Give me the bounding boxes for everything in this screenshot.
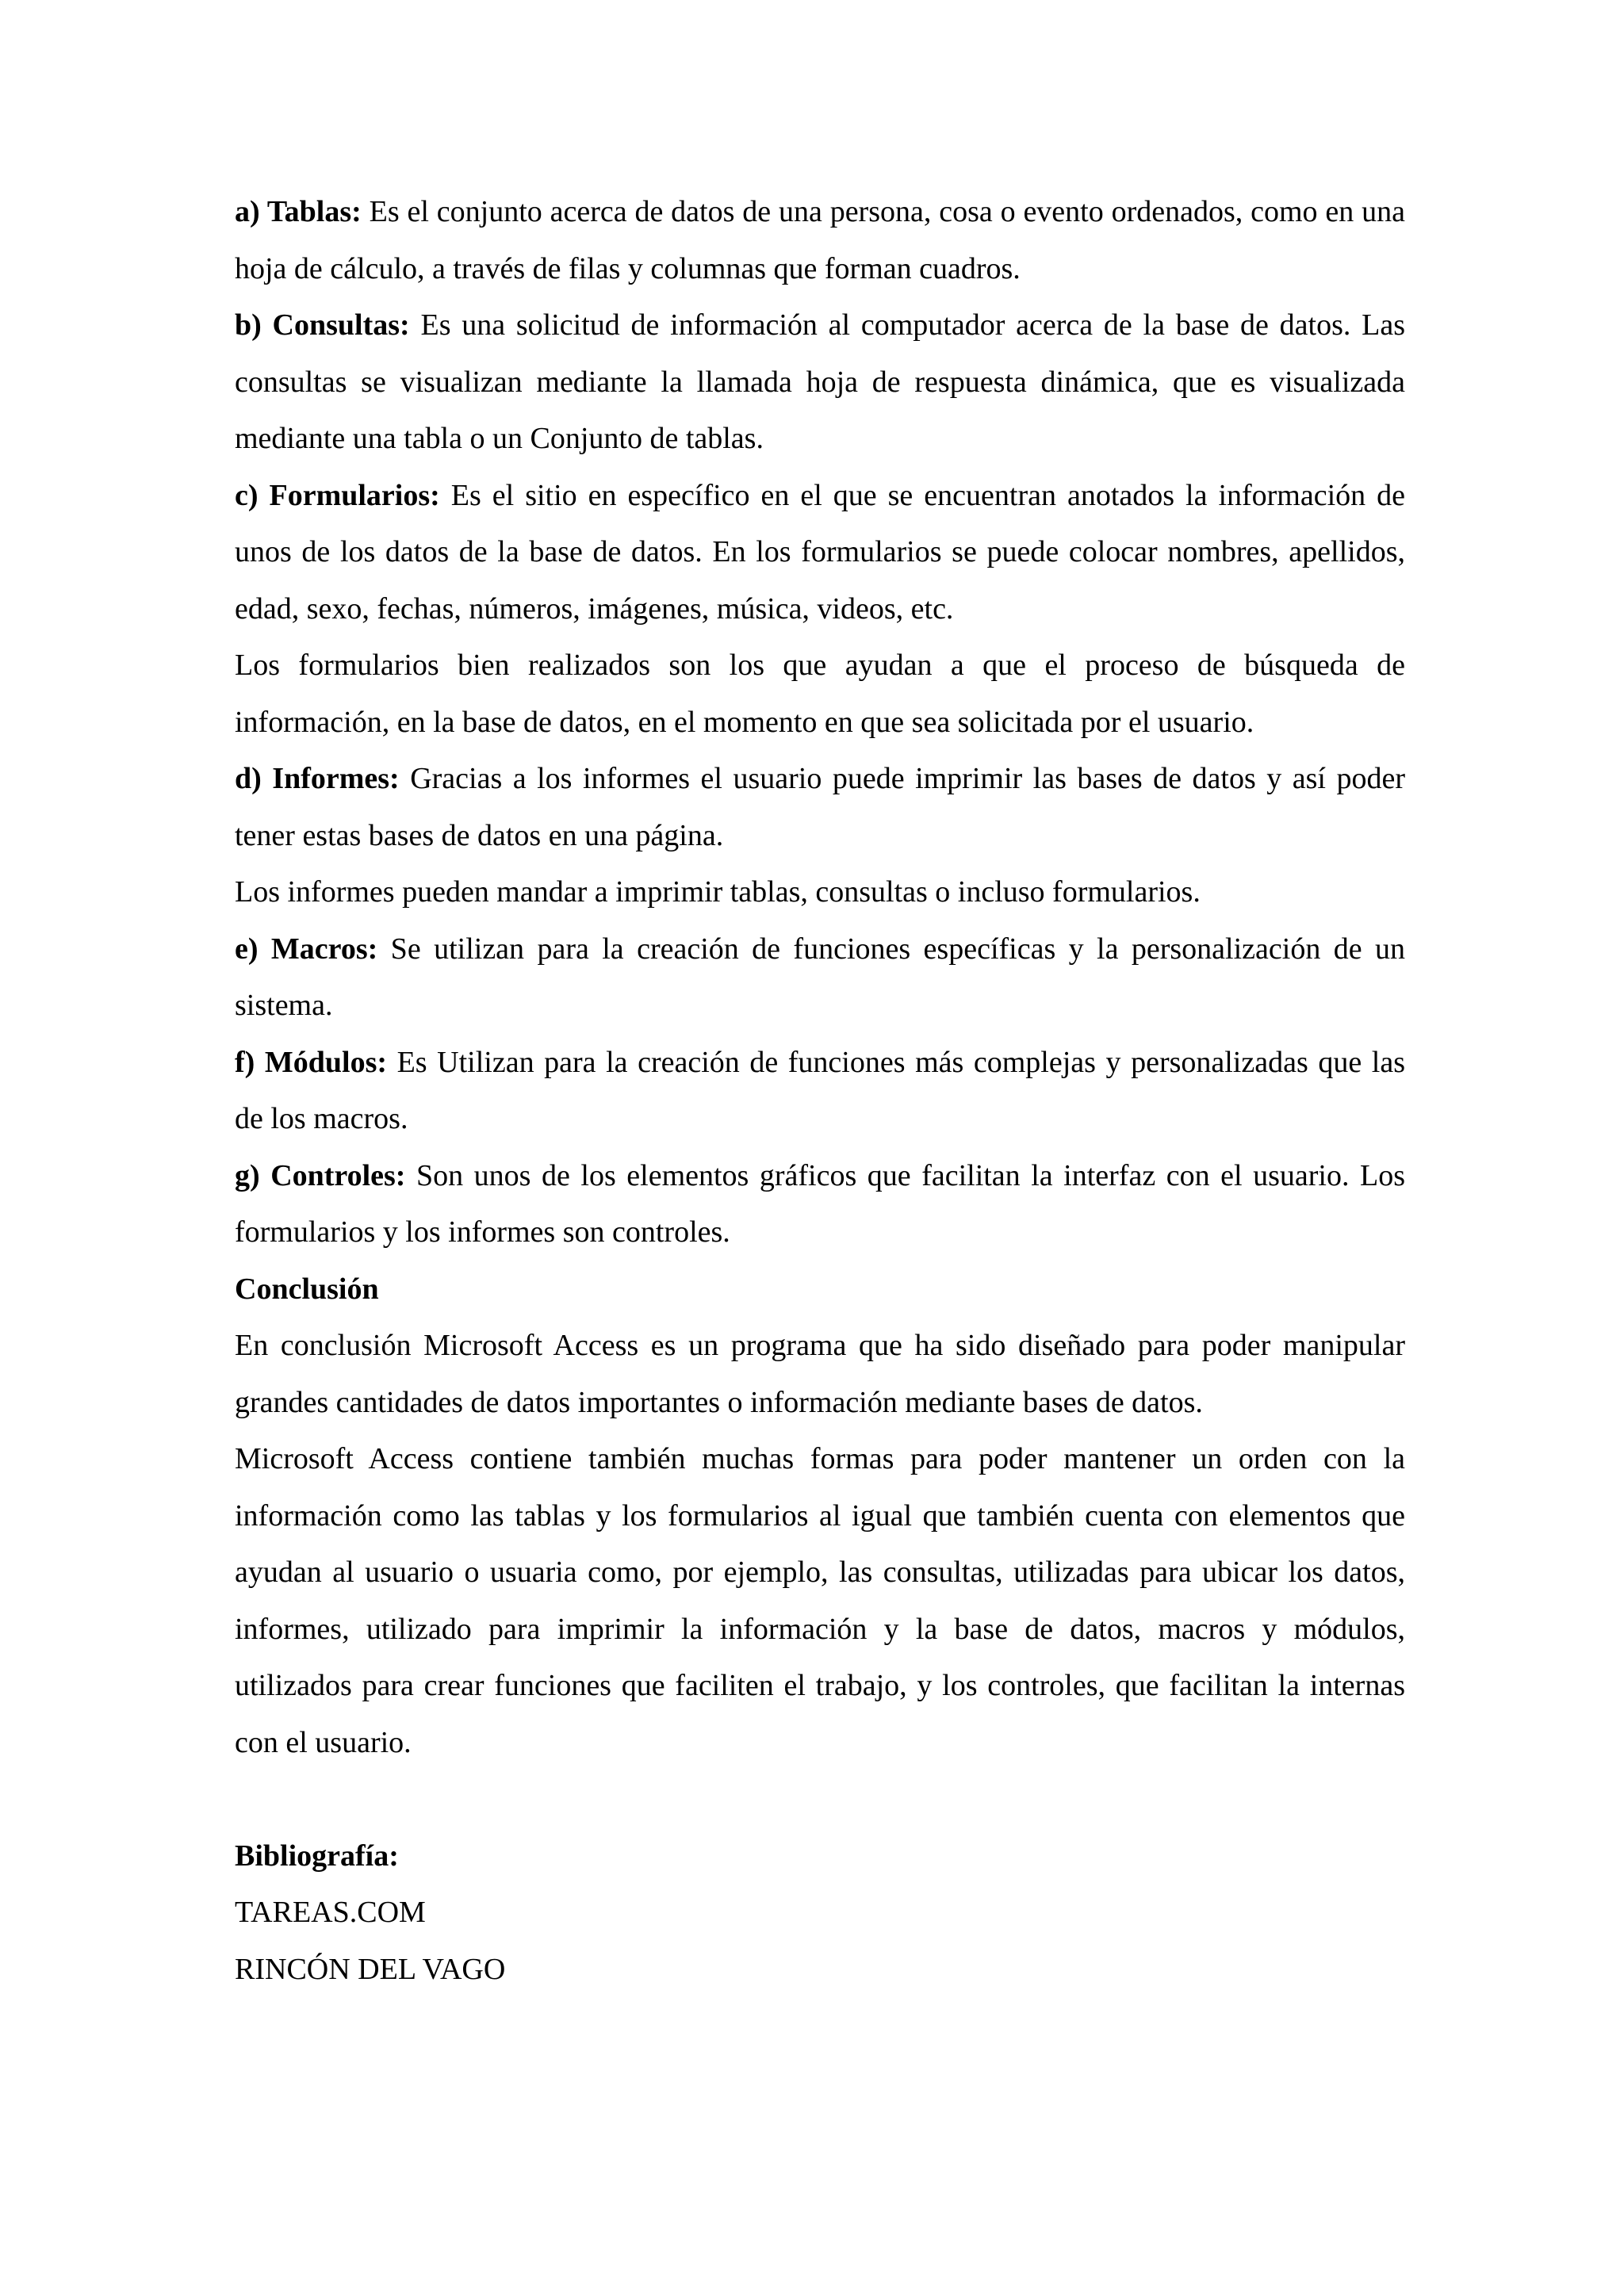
conclusion-paragraph: En conclusión Microsoft Access es un programa que ha sido diseñado para poder manipular grandes cantidades de datos importantes o información mediante bases de datos.: [235, 1329, 1405, 1419]
document-body: [235, 184, 1405, 1998]
section-text: Es el sitio en específico en el que se encuentran anotados la información de unos de los datos de la base de datos. En los formularios se puede colocar nombres, apellidos, edad, sexo, fechas, números, imágenes, música, videos, etc.: [235, 478, 1406, 626]
section-formularios: [235, 468, 1405, 638]
section-text: Es Utilizan para la creación de funciones más complejas y personalizadas que las de los macros.: [235, 1045, 1405, 1135]
section-macros: [235, 921, 1405, 1035]
paragraph-text: Los informes pueden mandar a imprimir tablas, consultas o incluso formularios.: [235, 875, 1201, 909]
section-consultas: [235, 297, 1405, 468]
section-text: Es una solicitud de información al computador acerca de la base de datos. Las consultas se visualizan mediante la llamada hoja de respuesta dinámica, que es visualizada mediante una tabla o un Conjunto de tablas.: [235, 308, 1405, 455]
blank-line: [235, 1771, 1405, 1828]
section-text: Se utilizan para la creación de funciones específicas y la personalización de un sistema.: [235, 932, 1405, 1022]
section-label: b) Consultas:: [235, 308, 410, 342]
conclusion-heading: [235, 1261, 1405, 1318]
paragraph-text: Los formularios bien realizados son los que ayudan a que el proceso de búsqueda de información, en la base de datos, en el momento en que sea solicitada por el usuario.: [235, 649, 1405, 739]
section-controles: [235, 1148, 1405, 1261]
section-label: g) Controles:: [235, 1158, 406, 1192]
section-informes: [235, 751, 1405, 864]
heading-text: Conclusión: [235, 1272, 379, 1306]
section-label: f) Módulos:: [235, 1045, 388, 1079]
conclusion-paragraph: Microsoft Access contiene también muchas formas para poder mantener un orden con la información como las tablas y los formularios al igual que también cuenta con elementos que ayudan al usuario o usuaria como, por ejemplo, las consultas, utilizadas para ubicar los datos, informes, utilizado para imprimir la información y la base de datos, macros y módulos, utilizados para crear funciones que faciliten el trabajo, y los controles, que facilitan la internas con el usuario.: [235, 1442, 1405, 1759]
bibliography-item: TAREAS.COM: [235, 1896, 426, 1929]
section-text: Es el conjunto acerca de datos de una persona, cosa o evento ordenados, como en una hoja de cálculo, a través de filas y columnas que forman cuadros.: [235, 195, 1405, 285]
section-text: Son unos de los elementos gráficos que facilitan la interfaz con el usuario. Los formularios y los informes son controles.: [235, 1158, 1405, 1249]
heading-text: Bibliografía:: [235, 1839, 399, 1873]
section-tablas: [235, 184, 1405, 297]
section-text: Gracias a los informes el usuario puede imprimir las bases de datos y así poder tener estas bases de datos en una página.: [235, 762, 1405, 852]
section-label: d) Informes:: [235, 762, 400, 795]
bibliography-heading: [235, 1828, 1405, 1885]
paragraph-informes-note: [235, 864, 1405, 921]
section-label: a) Tablas:: [235, 195, 362, 228]
section-modulos: [235, 1035, 1405, 1148]
section-label: c) Formularios:: [235, 478, 440, 512]
section-label: e) Macros:: [235, 932, 378, 966]
bibliography-item: RINCÓN DEL VAGO: [235, 1952, 506, 1986]
paragraph-formularios-note: [235, 637, 1405, 751]
